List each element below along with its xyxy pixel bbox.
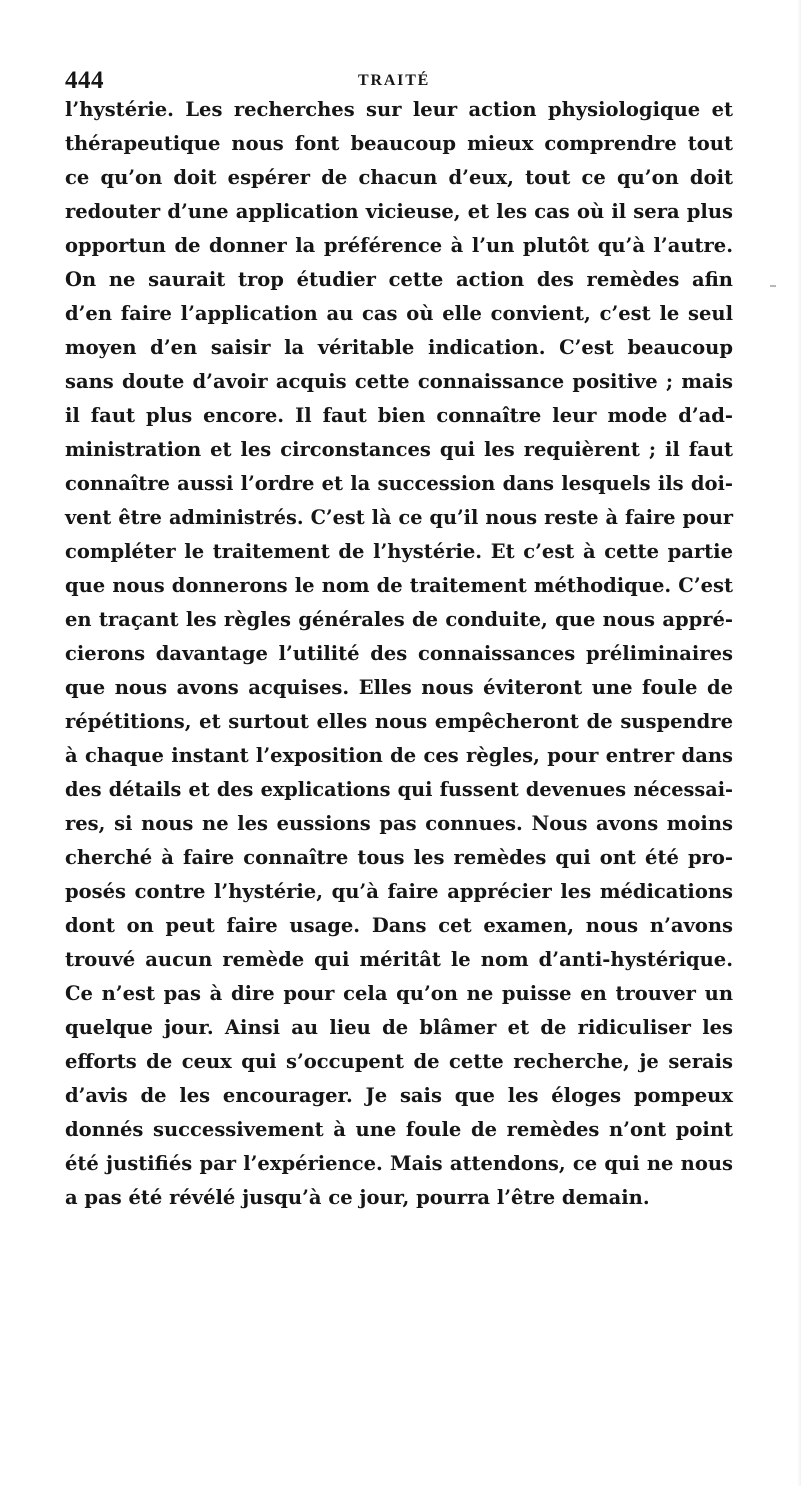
running-header [0, 68, 801, 94]
text-line: opportun de donner la préférence à l’un plutôt qu’à l’autre. [65, 234, 733, 257]
text-line: ministration et les circonstances qui les requièrent ; il faut [65, 438, 733, 461]
text-line: res, si nous ne les eussions pas connues. Nous avons moins [65, 812, 733, 835]
text-line: dont on peut faire usage. Dans cet examen, nous n’avons [65, 914, 733, 937]
text-line: cherché à faire connaître tous les remèdes qui ont été pro- [65, 846, 733, 869]
text-line: connaître aussi l’ordre et la succession dans lesquels ils doi- [65, 472, 733, 495]
text-line: que nous avons acquises. Elles nous éviteront une foule de [65, 676, 733, 699]
text-line: compléter le traitement de l’hystérie. Et c’est à cette partie [65, 540, 733, 563]
text-line: répétitions, et surtout elles nous empêcheront de suspendre [65, 710, 733, 733]
text-line: été justifiés par l’expérience. Mais attendons, ce qui ne nous [65, 1152, 733, 1175]
text-line: On ne saurait trop étudier cette action des remèdes afin [65, 268, 733, 291]
text-line: quelque jour. Ainsi au lieu de blâmer et de ridiculiser les [65, 1016, 733, 1039]
text-line: ce qu’on doit espérer de chacun d’eux, tout ce qu’on doit [65, 166, 733, 189]
margin-mark [770, 285, 776, 287]
text-line: donnés successivement à une foule de remèdes n’ont point [65, 1118, 733, 1141]
text-line: cierons davantage l’utilité des connaissances préliminaires [65, 642, 733, 665]
page-number: 444 [65, 67, 104, 94]
text-line: efforts de ceux qui s’occupent de cette recherche, je serais [65, 1050, 733, 1073]
text-line: il faut plus encore. Il faut bien connaître leur mode d’ad- [65, 404, 733, 427]
text-line: Ce n’est pas à dire pour cela qu’on ne puisse en trouver un [65, 982, 733, 1005]
text-line: à chaque instant l’exposition de ces règles, pour entrer dans [65, 744, 733, 767]
text-line: posés contre l’hystérie, qu’à faire apprécier les médications [65, 880, 733, 903]
text-line: redouter d’une application vicieuse, et les cas où il sera plus [65, 200, 733, 223]
text-line: que nous donnerons le nom de traitement méthodique. C’est [65, 574, 733, 597]
text-line: d’en faire l’application au cas où elle convient, c’est le seul [65, 302, 733, 325]
running-title: TRAITÉ [358, 72, 431, 89]
text-line: trouvé aucun remède qui méritât le nom d’anti-hystérique. [65, 948, 733, 971]
text-line: moyen d’en saisir la véritable indication. C’est beaucoup [65, 336, 733, 359]
text-line: en traçant les règles générales de conduite, que nous appré- [65, 608, 733, 631]
text-line: sans doute d’avoir acquis cette connaissance positive ; mais [65, 370, 733, 393]
text-line: d’avis de les encourager. Je sais que les éloges pompeux [65, 1084, 733, 1107]
text-line: des détails et des explications qui fussent devenues nécessai- [65, 778, 733, 801]
page-edge-shadow [797, 0, 801, 1486]
text-line: thérapeutique nous font beaucoup mieux comprendre tout [65, 132, 733, 155]
text-line: l’hystérie. Les recherches sur leur action physiologique et [65, 98, 733, 121]
text-line-last: a pas été révélé jusqu’à ce jour, pourra l’être demain. [65, 1186, 650, 1209]
text-line: vent être administrés. C’est là ce qu’il nous reste à faire pour [65, 506, 733, 529]
